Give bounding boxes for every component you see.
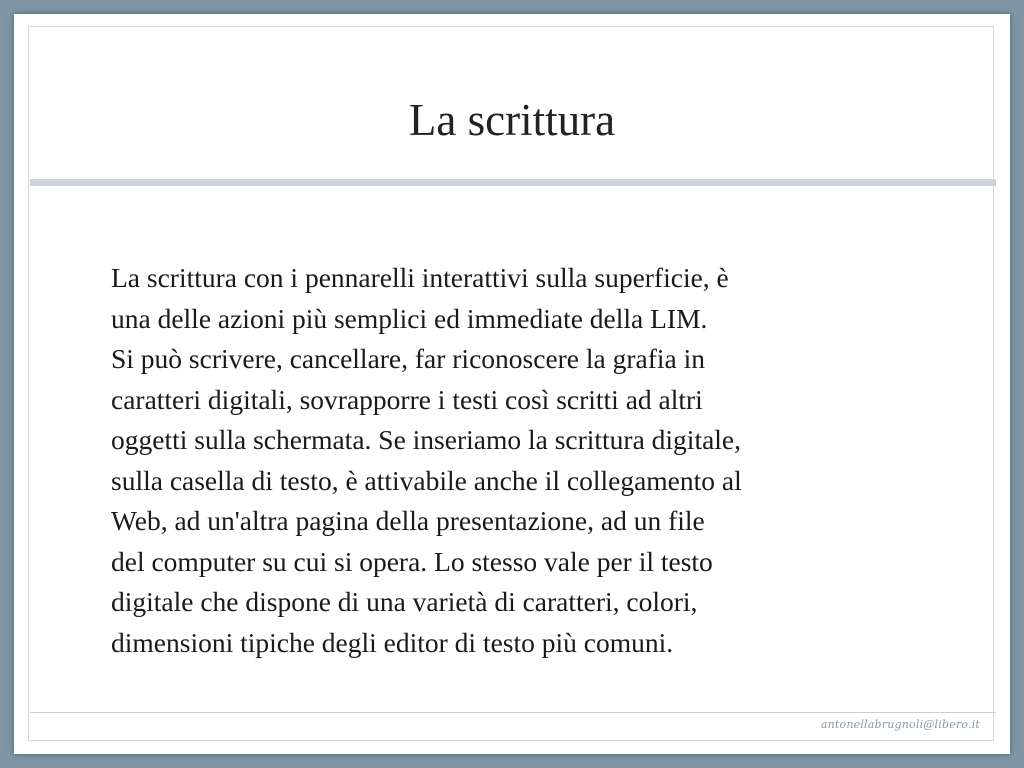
body-line: oggetti sulla schermata. Se inseriamo la scrittura digitale, <box>111 424 742 455</box>
body-line: del computer su cui si opera. Lo stesso vale per il testo <box>111 545 713 577</box>
body-line: La scrittura con i pennarelli interattivi sulla superficie, è <box>111 262 729 293</box>
body-line: una delle azioni più semplici ed immediate della LIM. <box>111 302 708 334</box>
slide <box>14 14 1010 754</box>
body-line: Web, ad un'altra pagina della presentazione, ad un file <box>111 505 705 536</box>
body-line: dimensioni tipiche degli editor di testo più comuni. <box>111 626 674 658</box>
body-line: sulla casella di testo, è attivabile anche il collegamento al <box>111 464 742 496</box>
slide-title: La scrittura <box>408 95 616 145</box>
body-line: caratteri digitali, sovrapporre i testi così scritti ad altri <box>111 383 703 415</box>
slide-body <box>111 258 961 663</box>
footer-divider <box>30 712 996 713</box>
footer-email: antonellabrugnoli@libero.it <box>820 718 980 731</box>
body-line: Si può scrivere, cancellare, far riconoscere la grafia in <box>111 343 705 374</box>
body-line: digitale che dispone di una varietà di caratteri, colori, <box>111 586 698 617</box>
title-divider <box>30 179 996 186</box>
